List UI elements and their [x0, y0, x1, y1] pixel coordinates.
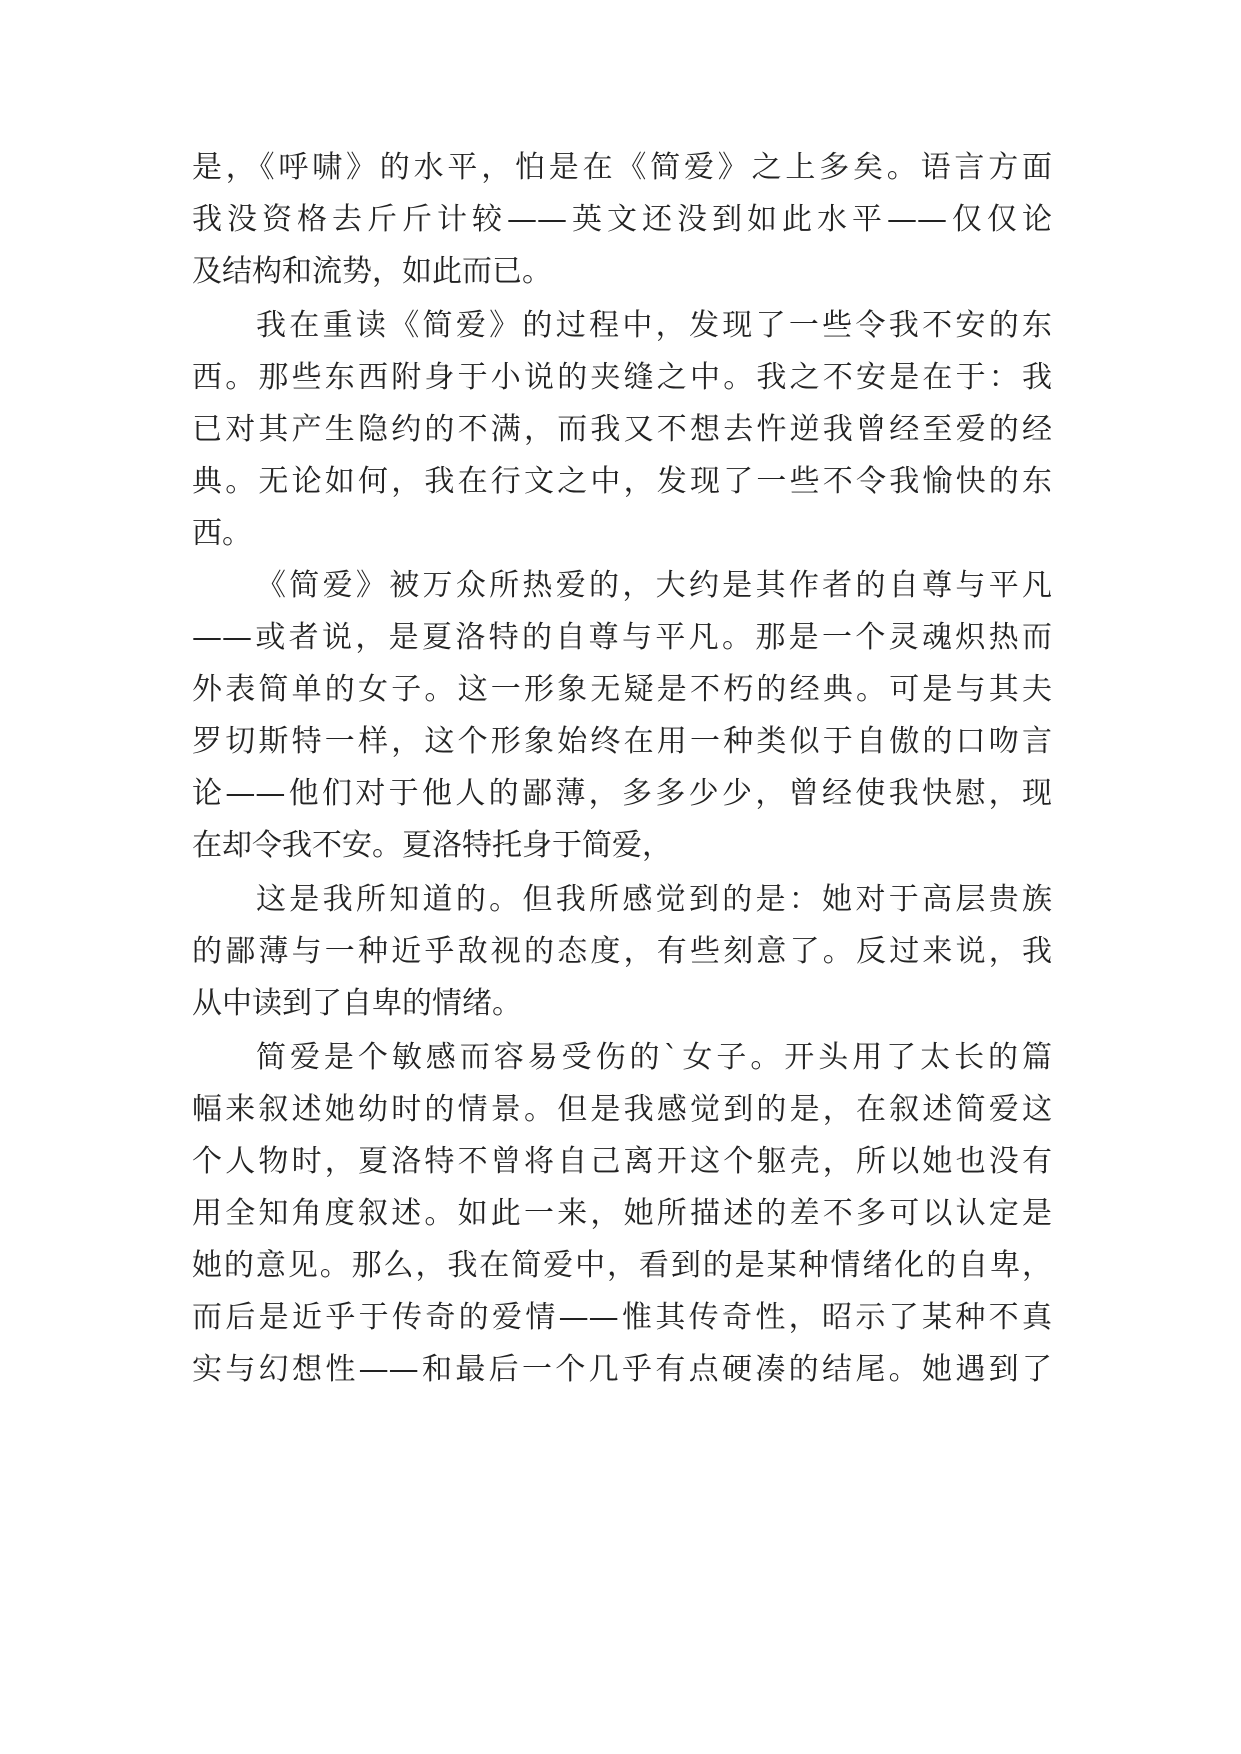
text-line: 在却令我不安。夏洛特托身于简爱，	[192, 828, 672, 863]
text-line: 罗切斯特一样，这个形象始终在用一种类似于自傲的口吻言	[192, 724, 1052, 759]
text-line: 典。无论如何，我在行文之中，发现了一些不令我愉快的东	[192, 464, 1052, 499]
text-line: 幅来叙述她幼时的情景。但是我感觉到的是，在叙述简爱这	[192, 1092, 1052, 1127]
text-line: 从中读到了自卑的情绪。	[192, 986, 522, 1021]
text-line: 个人物时，夏洛特不曾将自己离开这个躯壳，所以她也没有	[192, 1144, 1052, 1179]
text-line: 她的意见。那么，我在简爱中，看到的是某种情绪化的自卑，	[192, 1248, 1052, 1283]
text-line: 已对其产生隐约的不满，而我又不想去忤逆我曾经至爱的经	[192, 412, 1052, 447]
text-line: 《简爱》被万众所热爱的，大约是其作者的自尊与平凡	[256, 568, 1052, 603]
text-line: 论——他们对于他人的鄙薄，多多少少，曾经使我快慰，现	[192, 776, 1052, 811]
text-line: 实与幻想性——和最后一个几乎有点硬凑的结尾。她遇到了	[192, 1352, 1052, 1387]
text-line: 的鄙薄与一种近乎敌视的态度，有些刻意了。反过来说，我	[192, 934, 1052, 969]
text-line: 西。那些东西附身于小说的夹缝之中。我之不安是在于：我	[192, 360, 1052, 395]
text-line: 是，《呼啸》的水平，怕是在《简爱》之上多矣。语言方面	[192, 150, 1052, 185]
text-line: 我在重读《简爱》的过程中，发现了一些令我不安的东	[256, 308, 1052, 343]
text-line: 而后是近乎于传奇的爱情——惟其传奇性，昭示了某种不真	[192, 1300, 1052, 1335]
text-line: 简爱是个敏感而容易受伤的`女子。开头用了太长的篇	[256, 1040, 1052, 1075]
text-line: 西。	[192, 516, 252, 551]
text-line: 用全知角度叙述。如此一来，她所描述的差不多可以认定是	[192, 1196, 1052, 1231]
text-line: 我没资格去斤斤计较——英文还没到如此水平——仅仅论	[192, 202, 1052, 237]
text-line: 这是我所知道的。但我所感觉到的是：她对于高层贵族	[256, 882, 1052, 917]
text-line: 外表简单的女子。这一形象无疑是不朽的经典。可是与其夫	[192, 672, 1052, 707]
text-line: 及结构和流势，如此而已。	[192, 254, 552, 289]
text-line: ——或者说，是夏洛特的自尊与平凡。那是一个灵魂炽热而	[192, 620, 1052, 655]
